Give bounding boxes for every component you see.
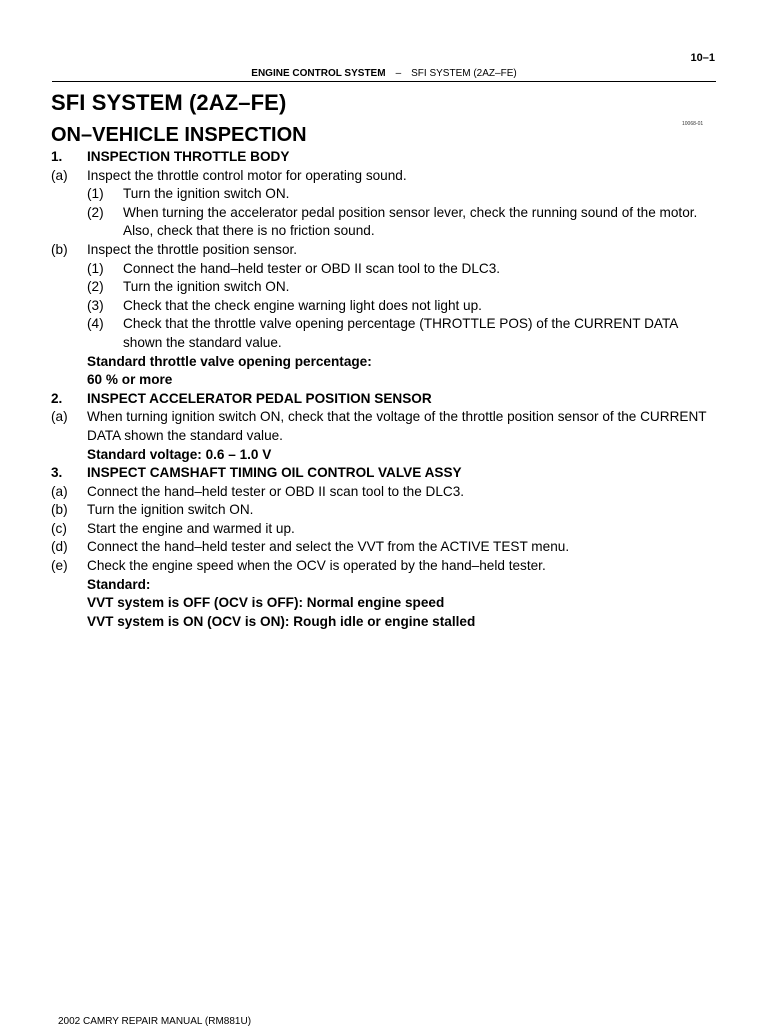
- item3-step-e: (e) Check the engine speed when the OCV is operated by the hand–held tester.: [51, 558, 546, 574]
- item1-b-step-1: (1) Connect the hand–held tester or OBD II scan tool to the DLC3.: [87, 260, 501, 276]
- item1-standard-label: Standard throttle valve opening percentage:: [87, 353, 372, 369]
- page-footer: 2002 CAMRY REPAIR MANUAL (RM881U): [58, 1016, 252, 1027]
- section-title: ON–VEHICLE INSPECTION: [51, 124, 307, 146]
- doc-code: 10068-01: [682, 121, 704, 127]
- item3-heading: 3. INSPECT CAMSHAFT TIMING OIL CONTROL VALVE ASSY: [51, 465, 462, 481]
- doc-title: SFI SYSTEM (2AZ–FE): [51, 90, 287, 115]
- item2-standard: Standard voltage: 0.6 – 1.0 V: [87, 446, 272, 462]
- item1-b-step-3: (3) Check that the check engine warning light does not light up.: [87, 297, 482, 313]
- document-body: [51, 148, 717, 631]
- header-section: SFI SYSTEM (2AZ–FE): [411, 68, 517, 79]
- item1-b-step-2: (2) Turn the ignition switch ON.: [87, 279, 290, 295]
- item3-step-b: (b) Turn the ignition switch ON.: [51, 502, 254, 518]
- item3-step-a: (a) Connect the hand–held tester or OBD II scan tool to the DLC3.: [51, 483, 465, 499]
- header-separator: –: [395, 68, 402, 79]
- item3-standard-label: Standard:: [87, 576, 151, 592]
- item3-step-d: (d) Connect the hand–held tester and select the VVT from the ACTIVE TEST menu.: [51, 539, 570, 555]
- item1-a-step-2: (2) When turning the accelerator pedal position sensor lever, check the running sound of the motor. Also, check that there is no friction sound.: [87, 204, 698, 239]
- item2-heading: 2. INSPECT ACCELERATOR PEDAL POSITION SENSOR: [51, 390, 432, 406]
- item1-b: (b) Inspect the throttle position sensor.: [51, 241, 298, 257]
- item1-b-step-4: (4) Check that the throttle valve opening percentage (THROTTLE POS) of the CURRENT DATA shown the standard value.: [87, 316, 678, 350]
- item1-standard-value: 60 % or more: [87, 372, 173, 388]
- item1-a: (a) Inspect the throttle control motor for operating sound.: [51, 167, 407, 183]
- header-chapter: ENGINE CONTROL SYSTEM: [251, 68, 386, 79]
- item3-step-c: (c) Start the engine and warmed it up.: [51, 520, 295, 536]
- item1-a-step-1: (1) Turn the ignition switch ON.: [87, 186, 290, 202]
- running-header: [52, 68, 716, 82]
- item2-a: (a) When turning ignition switch ON, check that the voltage of the throttle position sensor of the CURRENT DATA shown the standard value.: [51, 409, 707, 443]
- item3-standard-line-2: VVT system is ON (OCV is ON): Rough idle or engine stalled: [87, 613, 476, 629]
- page-number: 10–1: [690, 52, 715, 64]
- item3-standard-line-1: VVT system is OFF (OCV is OFF): Normal engine speed: [87, 595, 445, 611]
- item1-heading: 1. INSPECTION THROTTLE BODY: [51, 149, 290, 164]
